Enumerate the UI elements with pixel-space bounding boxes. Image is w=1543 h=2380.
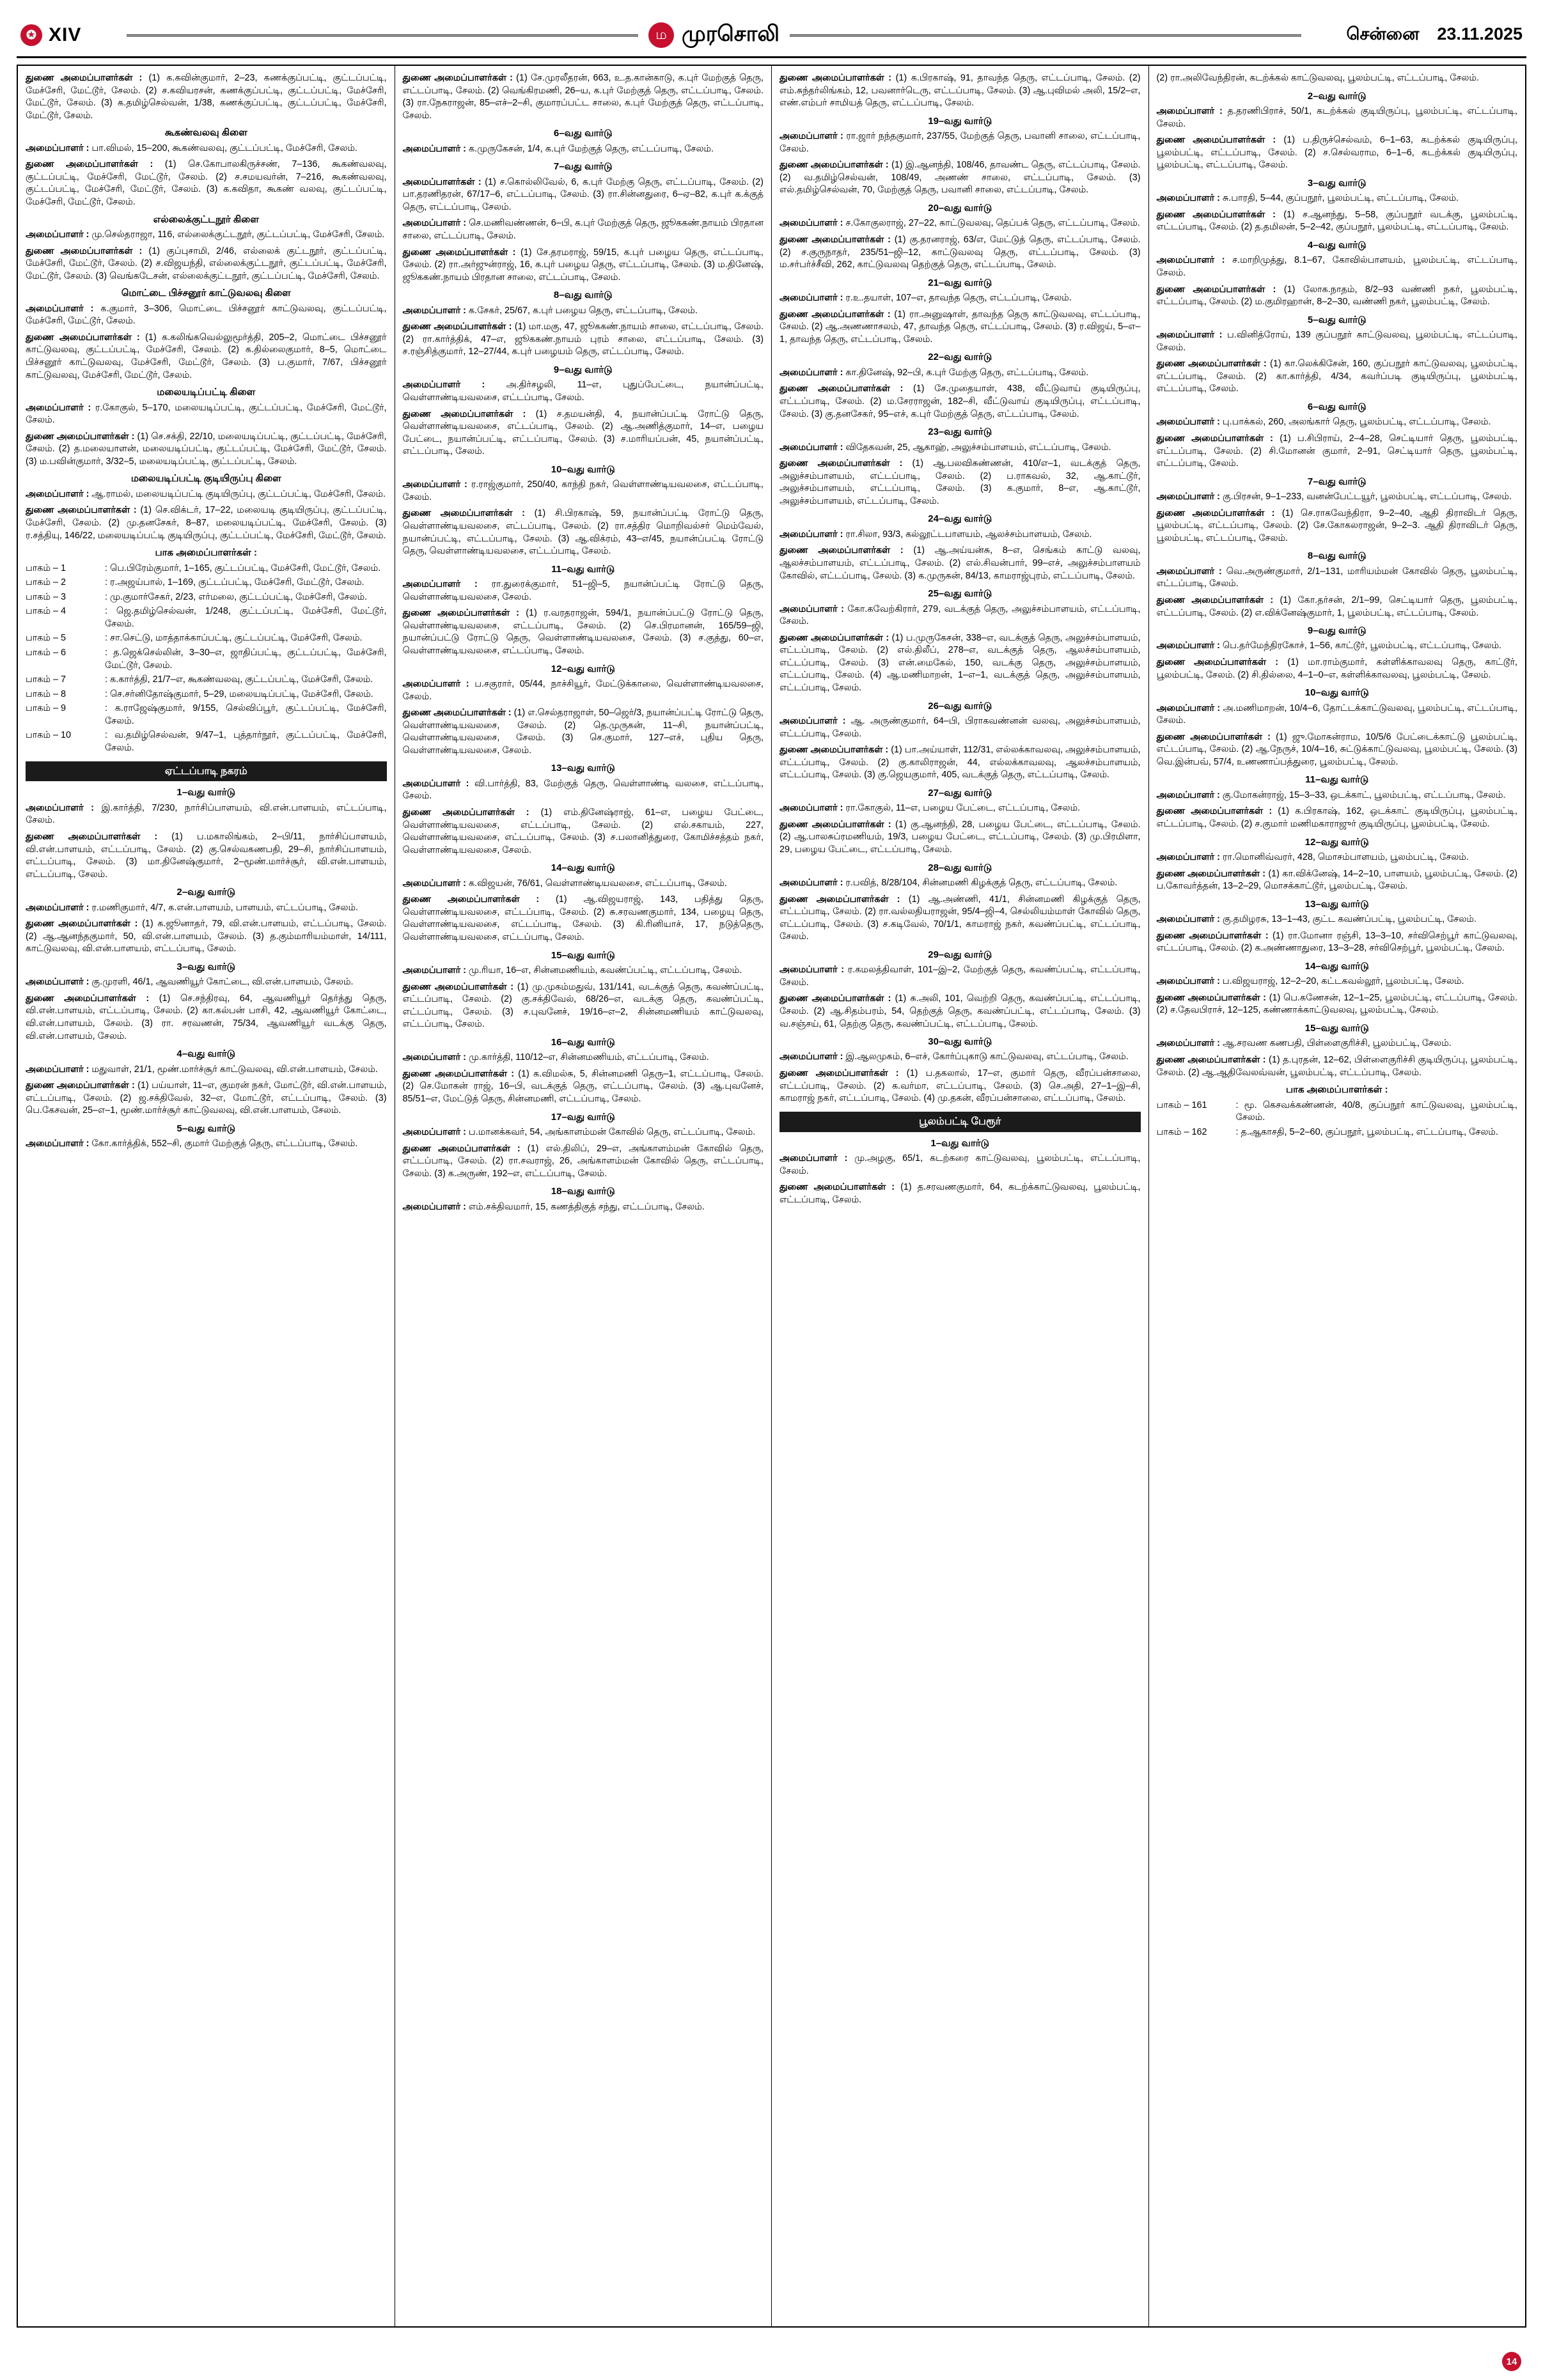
entry: துணை அமைப்பாளர்கள் : (1) ஆ.விஜயராஜ், 143, பதித்து தெரு, வெள்ளாண்டியவலசை, எட்டப்பாடி, சேலம். (2) சு.சரவணகுமார், 134, பழையு தெரு, வெள்ளாண்டியவலசை, எட்டப்பாடி, சேலம். (3) கி.ரினியாச், 17, நடுத்தெரு, வெள்ளாண்டியவலசை, எட்டப்பாடி, சேலம். <box>402 894 764 942</box>
ward-heading: 8–வது வார்டு <box>1307 550 1367 562</box>
part-label: பாகம் – 9 <box>26 703 67 714</box>
entry: துணை அமைப்பாளர்கள் : (1) கு.ஆனந்தி, 28, பழைய பேட்டை, எட்டப்பாடி, சேலம். (2) ஆ.பாலசுப்ரமணியம், 19/3, பழைய பேட்டை, எட்டப்பாடி, சேலம். (3) மு.பிரமிளா, 29, பழைய பேட்டை, எட்டப்பாடி, சேலம். <box>779 819 1141 855</box>
entry: அமைப்பாளர் : ர.கோகுல், 5–170, மலையடிப்பட்டி, குட்டப்பட்டி, மேச்சேரி, மேட்டூர், சேலம். <box>26 402 387 426</box>
part-row <box>26 688 387 701</box>
entry: துணை அமைப்பாளர்கள் : (1) க.கலிங்கவெல்லுமூர்த்தி, 205–2, மொட்டை பிச்சனூர் காட்டுவலவு, குட்டப்பட்டி, மேச்சேரி, சேலம். (2) க.தில்லைகுமார், 8–5, மொட்டை பிச்சனூர் காட்டுவலவு, மேச்சேரி, மேட்டூர், சேலம். (3) ப.குமார், 7/67, பிச்சனூர் காட்டுவலவு, மேச்சேரி, மேட்டூர், சேலம். <box>26 332 387 380</box>
entry: துணை அமைப்பாளர்கள் : (1) எ.செல்தராஜாள், 50–ஜெர்/3, நயான்ப்பட்டி ரோட்டு தெரு, வெள்ளாண்டியவலசை, சேலம். (2) தெ.முருகன், 11–சி, நயான்ப்பட்டி, வெள்ளாண்டியவலசை, சேலம். (3) செ.குமார், 127–எச், புதிய தெரு, வெள்ளாண்டியவலசை, சேலம். <box>402 708 764 756</box>
ward-heading: 15–வது வார்டு <box>1304 1022 1369 1034</box>
entry: அமைப்பாளர் : ப.மானக்கவர், 54, அங்காளம்மன் கோவில் தெரு, எட்டப்பாடி, சேலம். <box>402 1126 756 1137</box>
entry: (2) ரா.அலிவேந்திரன், கடற்க்கல் காட்டுவலவு, பூலம்பட்டி, எட்டப்பாடி, சேலம். <box>1156 73 1479 83</box>
entry: துணை அமைப்பாளர்கள் : (1) சி.பிரகாஷ், 59, நயான்ப்பட்டி ரோட்டு தெரு, வெள்ளாண்டியவலசை, எட்டப்பாடி, சேலம். (2) ரா.சத்திர மொறிவல்சர் மெம்வேல், நயான்ப்பட்டி, எட்டப்பாடி, சேலம். (3) ஆ.விக்ரம், 43–எ/45, நயான்ப்பட்டி ரோட்டு தெரு, வெள்ளாண்டியவலசை, எட்டப்பாடி, சேலம். <box>402 508 764 557</box>
ward-heading: 23–வது வார்டு <box>928 426 992 438</box>
ward-heading: 20–வது வார்டு <box>928 203 992 214</box>
ward-heading: 10–வது வார்டு <box>551 463 615 475</box>
issue-city: சென்னை <box>1346 24 1420 43</box>
entry: துணை அமைப்பாளர்கள் : (1) இ.ஆனந்தி, 108/46, தாவண்ட தெரு, எட்டப்பாடி, சேலம். (2) வ.தமிழ்செல்வன், 108/49, அணண் சாலை, எட்டப்பாடி, சேலம். (3) எல்.தமிழ்செல்வன், 70, மேற்குத் தெரு, பவானி சாலை, எட்டப்பாடி, சேலம். <box>779 160 1141 196</box>
entry: அமைப்பாளர் : ச.கோகுலராஜ், 27–22, காட்டுவலவு, தெப்பக் தெரு, எட்டப்பாடி, சேலம். <box>779 218 1140 229</box>
entry: துணை அமைப்பாளர்கள் : (1) ச.தமயன்தி, 4, நயான்ப்பட்டி ரோட்டு தெரு, வெள்ளாண்டியவலசை, எட்டப்பாடி, சேலம். (2) ஆ.அணித்குமார், 14–எ, பழைய பேட்டை, நயான்ப்பட்டி, எட்டப்பாடி, சேலம். (3) ச.மாரியப்பன், 45, நயான்ப்பட்டி, எட்டப்பாடி, சேலம். <box>402 408 764 457</box>
part-row <box>26 577 387 589</box>
branch-heading: மலையடிப்பட்டி குடியிருப்பு கிளை <box>130 473 281 485</box>
branch-heading: மலையடிப்பட்டி கிளை <box>157 387 256 398</box>
ward-heading: 7–வது வார்டு <box>553 161 613 173</box>
entry: அமைப்பாளர் : க.குமார், 3–306, மொட்டை பிச்சனூர் காட்டுவலவு, குட்டப்பட்டி, மேச்சேரி, மேட்டூர், சேலம். <box>26 303 387 327</box>
entry: துணை அமைப்பாளர்கள் : (1) பய்யாள், 11–எ, குமரன் நகர், மோட்டூர், வி.என்.பாளயம், எட்டப்பாடி, சேலம். (2) ஜ.சக்திவேல், 32–எ, மோட்டூர், எட்டப்பாடி, சேலம். (3) பெ.கேசவன், 25–எ–1, மூண்.மார்ச்சூர் காட்டுவலவு, வி.என்.பாளயம், சேலம். <box>26 1080 387 1116</box>
entry: அமைப்பாளர் : எம்.சக்திவமார், 15, கணத்திகுத் சந்து, எட்டப்பாடி, சேலம். <box>402 1201 705 1212</box>
entry: அமைப்பாளர் : ஆ. அருண்குமார், 64–பி, பிராகவண்னன் வலவு, அலுச்சம்பாளயம், எட்டப்பாடி, சேலம். <box>779 715 1141 739</box>
column-4 <box>1149 66 1526 2326</box>
ward-heading: 8–வது வார்டு <box>553 290 613 301</box>
entry: அமைப்பாளர் : மு.செல்தராஜா, 116, எல்லைக்குட்டநூர், குட்டப்பட்டி, மேச்சேரி, சேலம். <box>26 229 385 240</box>
branch-heading: எல்லைக்குட்டநூர் கிளை <box>153 214 259 225</box>
ward-heading: 2–வது வார்டு <box>176 887 236 898</box>
ward-heading: 3–வது வார்டு <box>1307 177 1367 189</box>
entry: அமைப்பாளர் : ஆ.சரவண கணபதி, பிள்ளைகுரிச்சி, பூலம்பட்டி, சேலம். <box>1156 1038 1452 1049</box>
entry: துணை அமைப்பாளர்கள் : (1) ரா.அனுஷாள், தாவந்த தெரு காட்டுவலவு, எட்டப்பாடி, சேலம். (2) ஆ.அணணாசலம், 47, தாவந்த தெரு, எட்டப்பாடி, சேலம். (3) ர.விஜய், 5–எ–1, தாவந்த தெரு, எட்டப்பாடி, சேலம். <box>779 309 1141 345</box>
entry: துணை அமைப்பாளர்கள் : (1) பா.அய்யாள், 112/31, எல்லக்காவலவு, அலுச்சம்பாளயம், எட்டப்பாடி, சேலம். (2) கு.காலிராஜன், 44, எல்லக்காவலவு, ஆலச்சம்பாளயம், எட்டப்பாடி, சேலம். (3) கு.ஜெயகுமார், 405, வடக்குத் தெரு, எட்டப்பாடி, சேலம். <box>779 745 1141 781</box>
entry: அமைப்பாளர் : கு.மோகன்ராஜ், 15–3–33, ஒடக்காட், பூலம்பட்டி, எட்டப்பாடி, சேலம். <box>1156 789 1506 800</box>
section-banner: பூலம்பட்டி பேரூர் <box>779 1112 1141 1132</box>
entry: அமைப்பாளர் : மு.ரியா, 16–எ, சின்னமணியம், கவண்ப்பட்டி, எட்டப்பாடி, சேலம். <box>402 965 742 976</box>
part-row <box>1157 1100 1518 1124</box>
ward-heading: 18–வது வார்டு <box>551 1186 615 1197</box>
ward-heading: 24–வது வார்டு <box>928 513 992 525</box>
ward-heading: 21–வது வார்டு <box>928 277 992 288</box>
entry: அமைப்பாளர் : ச.மாறிமுத்து, 8.1–67, கோவில்பாளயம், பூலம்பட்டி, எட்டப்பாடி, சேலம். <box>1156 255 1518 278</box>
ward-heading: 4–வது வார்டு <box>1307 239 1367 251</box>
ward-heading: 15–வது வார்டு <box>551 949 615 961</box>
part-value: : ஜெ.தமிழ்செல்வன், 1/248, குட்டப்பட்டி, மேச்சேரி, மேட்டூர், சேலம். <box>105 606 387 629</box>
entry: துணை அமைப்பாளர்கள் : (1) லோக.நாதம், 8/2–93 வண்ணி நகர், பூலம்பட்டி, எட்டப்பாடி, சேலம். (2) ம.குமிரஹான், 8–2–30, வண்ணி நகர், பூலம்பட்டி, சேலம். <box>1156 284 1517 307</box>
ward-heading: 11–வது வார்டு <box>551 563 615 575</box>
issue-info <box>1312 24 1523 47</box>
entry: அமைப்பாளர் : இ.ஆலமுகம், 6–எச், கோர்ப்புகாடு காட்டுவலவு, எட்டப்பாடி, சேலம். <box>779 1052 1129 1062</box>
entry: துணை அமைப்பாளர்கள் : (1) சு.அலி, 101, வெற்றி தெரு, கவண்ப்பட்டி, எட்டப்பாடி, சேலம். (2) ஆ.சிதம்பரம், 54, தெற்குத் தெரு, கவண்ப்பட்டி, எட்டப்பாடி, சேலம். (3) வ.சஞ்சய், 61, தெற்கு தெரு, கவண்ப்பட்டி, எட்டப்பாடி, சேலம். <box>779 993 1141 1029</box>
part-label: பாகம் – 7 <box>26 674 67 685</box>
brand-name: முரசொலி <box>682 21 779 46</box>
entry: அமைப்பாளர் : கா.தினேஷ், 92–பி, க.புர் மேற்கு தெரு, எட்டப்பாடி, சேலம். <box>779 367 1089 378</box>
part-row <box>26 632 387 645</box>
part-list <box>26 563 387 755</box>
part-label: பாகம் – 5 <box>26 633 67 644</box>
entry: துணை அமைப்பாளர்கள் : (1) மா.ராம்குமார், கள்ளிக்காவலவு தெரு, காட்டூர், பூலம்பட்டி, சேலம். (2) சி.தில்லை, 4–1–0–எ, கள்ளிக்காவலவு, பூலம்பட்டி, சேலம். <box>1156 657 1517 680</box>
folio <box>20 24 116 46</box>
entry: துணை அமைப்பாளர்கள் : (1) சே.தரமராஜ், 59/15, க.புர் பழைய தெரு, எட்டப்பாடி, சேலம். (2) ரா.அர்ஜுன்ராஜ், 16, க.புர் பழைய தெரு, எட்டப்பாடி, சேலம். (3) ம.தினேஷ், ஜூககண்.நாயம் பிரதான சாலை, எட்டப்பாடி, சேலம். <box>402 247 764 283</box>
ward-heading: 19–வது வார்டு <box>928 115 992 127</box>
entry: அமைப்பாளர் : அ.மணிமாறன், 10/4–6, தோட்டக்காட்டுவலவு, பூலம்பட்டி, எட்டப்பாடி, சேலம். <box>1156 703 1517 726</box>
part-value: : க.கார்த்தி, 21/7–எ, கூகண்வலவு, குட்டப்பட்டி, மேச்சேரி, சேலம். <box>105 674 373 685</box>
entry: துணை அமைப்பாளர்கள் : (1) ப.சிபிராய், 2–4–28, செட்டியார் தெரு, பூலம்பட்டி, எட்டப்பாடி, சேலம். (2) சி.மோனன் குமார், 2–91, செட்டியார் தெரு, பூலம்பட்டி, எட்டப்பாடி, சேலம். <box>1156 433 1517 469</box>
entry: அமைப்பாளர் : பு.பாக்கல், 260, அலங்கார் தெரு, பூலம்பட்டி, எட்டப்பாடி, சேலம். <box>1156 417 1491 428</box>
entry: துணை அமைப்பாளர்கள் : (1) ப.தகலால், 17–எ, குமார் தெரு, வீரப்பன்சாலை, எட்டப்பாடி, சேலம். (2) க.வர்மா, எட்டப்பாடி, சேலம். (3) செ.அதி, 27–1–இ–சி, காமராஜ் நகர், எட்டப்பாடி, சேலம். (4) மு.தகன், வீரப்பன்சாலை, எட்டப்பாடி, சேலம். <box>779 1068 1141 1104</box>
part-value: : த.ஜெக்செல்லின், 3–30–எ, ஜாதிப்பட்டி, குட்டப்பட்டி, மேச்சேரி, மேட்டூர், சேலம். <box>105 648 387 671</box>
ward-heading: 9–வது வார்டு <box>1307 625 1367 637</box>
entry: துணை அமைப்பாளர்கள் : (1) செ.விக்டர், 17–22, மலையடி குடியிருப்பு, குட்டப்பட்டி, மேச்சேரி, சேலம். (2) மு.தனசேகர், 8–87, மலையடிப்பட்டி, மேச்சேரி, சேலம். (3) ர.சத்தியு, 146/22, மலையடிப்பட்டி குடியிருப்பு, குட்டப்பட்டி, மேச்சேரி, மேட்டூர், சேலம். <box>26 505 387 541</box>
ward-heading: 22–வது வார்டு <box>928 352 992 363</box>
ward-heading: 12–வது வார்டு <box>551 663 615 674</box>
ward-heading: 4–வது வார்டு <box>176 1048 236 1060</box>
entry: அமைப்பாளர் : கு.தமிழரசு, 13–1–43, குட்ட கவண்ப்பட்டி, பூலம்பட்டி, சேலம். <box>1156 914 1476 925</box>
entry: அமைப்பாளர் : கோ.கார்த்திக், 552–சி, குமார் மேற்குத் தெரு, எட்டப்பாடி, சேலம். <box>26 1139 358 1149</box>
ward-heading: 11–வது வார்டு <box>1305 774 1369 786</box>
part-row <box>26 563 387 575</box>
part-value: : செ.சர்னிதோஷ்குமார், 5–29, மலையடிப்பட்டி, மேச்சேரி, சேலம். <box>105 688 373 699</box>
ward-heading: 26–வது வார்டு <box>928 700 992 712</box>
entry: துணை அமைப்பாளர்கள் : (1) ச.ஆனந்து, 5–58, குப்பநூர் வடக்கு, பூலம்பட்டி, எட்டப்பாடி, சேலம். (2) த.தமிலன், 5–2–42, குப்பநூர், பூலம்பட்டி, எட்டப்பாடி, சேலம். <box>1156 209 1517 233</box>
column-3 <box>772 66 1149 2326</box>
ward-heading: 12–வது வார்டு <box>1304 836 1369 848</box>
part-officers-heading: பாக அமைப்பாளர்கள் : <box>1285 1084 1388 1096</box>
ward-heading: 7–வது வார்டு <box>1307 476 1367 487</box>
entry: துணை அமைப்பாளர்கள் : (1) க.பிரகாஷ், 91, தாவந்த தெரு, எட்டப்பாடி, சேலம். (2) எம்.சுந்தர்லிங்கம், 12, பவனார்டெரு, எட்டப்பாடி, சேலம். (3) ஆ.புவிமல் அலி, 15/2–எ, எண்.எம்பர் சாமியத் தெரு, எட்டப்பாடி, சேலம். <box>779 73 1141 109</box>
part-row <box>26 605 387 630</box>
entry: அமைப்பாளர் : ஆ.ராமல், மலையடிப்பட்டி குடியிருப்பு, குட்டப்பட்டி, மேச்சேரி, சேலம். <box>26 488 386 499</box>
entry: துணை அமைப்பாளர்கள் : (1) ப.முருகேசன், 338–எ, வடக்குத் தெரு, அலுச்சம்பாளயம், எட்டப்பாடி, சேலம். (2) எல்.திலீப், 278–எ, வடக்குத் தெரு, ஆலச்சம்பாளயம், எட்டப்பாடி, சேலம். (3) என்.மைகேல், 150, வடக்கு தெரு, அலுச்சம்பாளயம், எட்டப்பாடி, சேலம். (4) ஆ.மணிமாறன், 1–எ–1, வடக்குத் தெரு, அலுச்சம்பாளயம், எட்டப்பாடி, சேலம். <box>779 632 1141 693</box>
ward-heading: 14–வது வார்டு <box>1304 960 1369 972</box>
entry: அமைப்பாளர் : கோ.கவேற்கிரார், 279, வடக்குத் தெரு, அலுச்சம்பாளயம், எட்டப்பாடி, சேலம். <box>779 603 1141 627</box>
ward-heading: 13–வது வார்டு <box>1304 898 1369 910</box>
ward-heading: 30–வது வார்டு <box>928 1036 992 1048</box>
entry: துணை அமைப்பாளர்கள் : (1) க.கவின்குமார், 2–23, கணக்குப்பட்டி, குட்டப்பட்டி, மேச்சேரி, மேட்டூர், சேலம். (2) ச.கவியரசன், கணக்குப்பட்டி, குட்டப்பட்டி, மேச்சேரி, மேட்டூர், சேலம். (3) க.தமிழ்செல்வன், 1/38, கணக்குப்பட்டி, குட்டப்பட்டி, மேச்சேரி, மேட்டூர், சேலம். <box>26 73 387 121</box>
ward-heading: 29–வது வார்டு <box>928 949 992 960</box>
entry: அமைப்பாளர் : மு.கார்த்தி, 110/12–எ, சின்னமணியம், எட்டப்பாடி, சேலம். <box>402 1052 709 1063</box>
ward-heading: 9–வது வார்டு <box>553 364 613 375</box>
part-value: : சா.செட்டு, மாத்தாக்காப்பட்டி, குட்டப்பட்டி, மேச்சேரி, சேலம். <box>105 633 363 644</box>
ward-heading: 6–வது வார்டு <box>1307 401 1367 412</box>
column-2 <box>395 66 772 2326</box>
entry: அமைப்பாளர் : ர.மணிகுமார், 4/7, க.என்.பாளயம், பாளயம், எட்டப்பாடி, சேலம். <box>26 902 359 913</box>
entry: துணை அமைப்பாளர்கள் : (1) மா.மகு, 47, ஜூககண்.நாயம் சாலை, எட்டப்பாடி, சேலம். (2) ரா.கார்த்திக், 47–எ, ஜூககண்.நாயம் புரம் சாலை, எட்டப்பாடி, சேலம். (3) ச.ரஞ்சித்குமார், 12–27/44, க.புர் பழையம் தெரு, எட்டப்பாடி, சேலம். <box>402 322 764 357</box>
entry: துணை அமைப்பாளர்கள் : (1) ஆ.பலவிசுண்ணன், 410/எ–1, வடக்குத் தெரு, அலுச்சம்பாளயம், எட்டப்பாடி, சேலம். (2) ப.ராகவல், 32, ஆ.காட்டூர், அலுச்சம்பாளயம், எட்டப்பாடி, சேலம். (3) க.குமார், 8–எ, ஆ.காட்டூர், அலுச்சம்பாளயம், எட்டப்பாடி, சேலம். <box>779 458 1141 506</box>
part-value: : ர.அஜய்பால், 1–169, குட்டப்பட்டி, மேச்சேரி, மேட்டூர், சேலம். <box>105 577 364 588</box>
branch-heading: மொட்டை பிச்சனூர் காட்டுவலவு கிளை <box>121 288 291 299</box>
ward-heading: 1–வது வார்டு <box>930 1137 990 1149</box>
entry: அமைப்பாளர் : இ.கார்த்தி, 7/230, நார்சிப்பாளயம், வி.என்.பாளயம், எட்டப்பாடி, சேலம். <box>26 802 387 826</box>
entry: அமைப்பாளர் : த.தரணிபிராச், 50/1, கடற்க்கல் குடியிருப்பு, பூலம்பட்டி, எட்டப்பாடி, சேலம். <box>1156 105 1517 129</box>
entry: துணை அமைப்பாளர்கள் : (1) ஆ.அய்யன்சு, 8–எ, செங்கம் காட்டு வலவு, ஆலச்சம்பாளயம், எட்டப்பாடி, சேலம். (2) எல்.சிவன்பார், 99–எச், அலுச்சம்பாளயம் கோவில், எட்டப்பாடி, சேலம். (3) க.முருகன், 84/13, காமராஜ்புரம், எட்டப்பாடி, சேலம். <box>779 545 1141 581</box>
part-officers-heading: பாக அமைப்பாளர்கள் : <box>155 547 258 559</box>
ward-heading: 28–வது வார்டு <box>928 862 992 873</box>
ward-heading: 3–வது வார்டு <box>176 961 236 972</box>
part-row <box>26 729 387 754</box>
columns-container <box>17 65 1526 2328</box>
part-label: பாகம் – 162 <box>1156 1126 1207 1137</box>
entry: அமைப்பாளர் : பெ.தர்மேந்திரகோச், 1–56, காட்டூர், பூலம்பட்டி, எட்டப்பாடி, சேலம். <box>1156 641 1502 651</box>
brand <box>648 22 779 49</box>
entry: அமைப்பாளர் : ரா.துரைக்குமார், 51–ஜி–5, நயான்ப்பட்டி ரோட்டு தெரு, வெள்ளாண்டியவலசை, சேலம். <box>402 579 764 602</box>
entry: துணை அமைப்பாளர்கள் : (1) சே.முரலீதரன், 663, உ.த.கான்காடு, க.புர் மேற்குத் தெரு, எட்டப்பாடி, சேலம். (2) வெங்கிரமணி, 26–ய, க.புர் மேற்குத் தெரு, எட்டப்பாடி, சேலம். (3) ரா.நேகராஜன், 85–எச்–2–சி, குமாரப்பட்ட சாலை, க.புர் மேற்குத் தெரு, எட்டப்பாடி, சேலம். <box>402 73 764 121</box>
part-label: பாகம் – 8 <box>26 688 67 699</box>
entry: அமைப்பாளர் : ர.பவித், 8/28/104, சின்னமணி கிழக்குத் தெரு, எட்டப்பாடி, சேலம். <box>779 877 1118 888</box>
part-label: பாகம் – 161 <box>1156 1100 1207 1110</box>
entry: துணை அமைப்பாளர்கள் : (1) ஜு.மோகன்ராம, 10/5/6 பேட்டைக்காட்டு பூலம்பட்டி, எட்டப்பாடி, சேலம். (2) ஆ.நேருச், 10/4–16, சுட்டுக்காட்டுவலவு, பூலம்பட்டி, சேலம். (3) வெ.இன்பவ், 57/4, உணணாப்பத்துரை, பூலம்பட்டி, சேலம். <box>1156 731 1517 767</box>
entry: துணை அமைப்பாளர்கள் : (1) த.சரவணகுமார், 64, கடற்க்காட்டுவலவு, பூலம்பட்டி, எட்டப்பாடி, சேலம். <box>779 1182 1141 1205</box>
entry: துணை அமைப்பாளர்கள் : (1) செ.கோபாலகிருச்சண், 7–136, கூகண்வலவு, குட்டப்பட்டி, மேச்சேரி, மேட்டூர், சேலம். (2) ச.சமயவர்ன், 7–216, கூகண்வலவு, குட்டப்பட்டி, மேச்சேரி, மேட்டூர், சேலம். (3) க.கவிதா, கூகண் வலவு, குட்டப்பட்டி, மேச்சேரி, மேட்டூர், சேலம். <box>26 159 387 208</box>
entry: அமைப்பாளர் : வி.பார்த்தி, 83, மேற்குத் தெரு, வெள்ளாண்டி வலசை, எட்டப்பாடி, சேலம். <box>402 778 764 802</box>
entry: அமைப்பாளர் : க.முருகேசன், 1/4, க.புர் மேற்குத் தெரு, எட்டப்பாடி, சேலம். <box>402 143 714 154</box>
part-row <box>26 647 387 672</box>
entry: துணை அமைப்பாளர்கள் : (1) க.ஜூனாதர், 79, வி.என்.பாளயம், எட்டப்பாடி, சேலம். (2) ஆ.ஆனந்தகுமார், 50, வி.என்.பாளயம், சேலம். (3) த.கும்மாரியம்மாள், 14/111, காட்டுவலவு, வி.என்.பாளயம், எட்டப்பாடி, சேலம். <box>26 919 387 954</box>
part-value: : வ.தமிழ்செல்வன், 9/47–1, புத்தார்நூர், குட்டப்பட்டி, மேச்சேரி, சேலம். <box>105 730 387 754</box>
column-1 <box>18 66 395 2326</box>
part-label: பாகம் – 10 <box>26 730 72 741</box>
entry: துணை அமைப்பாளர்கள் : (1) க.பிரகாஷ், 162, ஒடக்காட் குடியிருப்பு, பூலம்பட்டி, எட்டப்பாடி, சேலம். (2) ச.குமார் மணிமகாராஜுர் குடியிருப்பு, பூலம்பட்டி, சேலம். <box>1156 806 1517 830</box>
entry: அமைப்பாளர் : விதேகவன், 25, ஆகாஹ், அலுச்சம்பாளயம், எட்டப்பாடி, சேலம். <box>779 442 1111 453</box>
entry: துணை அமைப்பாளர்கள் : (1) எல்.திலிப், 29–எ, அங்காளம்மன் கோவில் தெரு, எட்டப்பாடி, சேலம். (2) ரா.சவராஜ், 26, அங்காளம்மன் கோவில் தெரு, எட்டப்பாடி, சேலம். (3) க.அருண், 192–எ, எட்டப்பாடி, சேலம். <box>402 1143 764 1179</box>
entry: அமைப்பாளர் : மு.அழகு, 65/1, கடற்கரை காட்டுவலவு, பூலம்பட்டி, எட்டப்பாடி, சேலம். <box>779 1153 1141 1176</box>
entry: துணை அமைப்பாளர்கள் : (1) கா.லெக்கிசேன், 160, குப்பநூர் காட்டுவலவு, பூலம்பட்டி, எட்டப்பாடி, சேலம். (2) கா.கார்த்தி, 4/34, கவர்ப்படி குடியிருப்பு, பூலம்பட்டி, எட்டப்பாடி, சேலம். <box>1156 359 1517 394</box>
entry: அமைப்பாளர் : ரா.கோகுல், 11–எ, பழைய பேட்டை, எட்டப்பாடி, சேலம். <box>779 803 1081 814</box>
part-value: : மு.குமார்சேகர், 2/23, எர்மலை, குட்டப்பட்டி, மேச்சேரி, சேலம். <box>105 591 368 602</box>
ward-heading: 6–வது வார்டு <box>553 128 613 139</box>
entry: துணை அமைப்பாளர்கள் : (1) எம்.தினேஷ்ராஜ், 61–எ, பழைய பேட்டை, வெள்ளாண்டியவலசை, எட்டப்பாடி, சேலம். (2) எல்.சகாயம், 227, வெள்ளாண்டியவலசை, எட்டப்பாடி, சேலம். (3) ச.பலானித்துரை, கோமிச்சத்தம் நகர், வெள்ளாண்டியவலசை, சேலம். <box>402 807 764 855</box>
entry: துணை அமைப்பாளர்கள் : (1) ப.மகாலிங்கம், 2–பி/11, நார்சிப்பாளயம், வி.என்.பாளயம், எட்டப்பாடி, சேலம். (2) கு.செல்வகணபதி, 29–சி, நார்சிப்பாளயம், எட்டப்பாடி, சேலம். (3) மா.தினேஷ்குமார், 2–மூண்.மார்ச்சூர், வி.என்.பாளயம், எட்டப்பாடி, சேலம். <box>26 831 387 880</box>
entry: அமைப்பாளர்கள் : (1) ச.கொல்லிவேல், 6, க.புர் மேற்கு தெரு, எட்டப்பாடி, சேலம். (2) பா.தரணிதரன், 67/17–6, எட்டப்பாடி, சேலம். (3) ரா.சின்னதுரை, 6–ஏ–82, க.புர் க.க்குத் தெரு, எட்டப்பாடி, சேலம். <box>402 176 764 212</box>
entry: துணை அமைப்பாளர்கள் : (1) சே.முதையாள், 438, வீட்டுவாய் குடியிருப்பு, எட்டப்பாடி, சேலம். (2) ம.சேரராஜன், 182–சி, வீட்டுவாய் குடியிருப்பு, எட்டப்பாடி, சேலம். (3) கு.தனசேகர், 95–எச், க.புர் மேற்குத் தெரு, எட்டப்பாடி, சேலம். <box>779 384 1141 419</box>
entry: அமைப்பாளர் : அ.திர்சழலி, 11–எ, புதுப்பேட்டை, நயான்ப்பட்டி, வெள்ளாண்டியவலசை, எட்டப்பாடி, சேலம். <box>402 380 764 403</box>
masthead-rule-left <box>127 35 638 36</box>
part-value: : மூ. கெசவக்கண்ணன், 40/8, குப்பநூர் காட்டுவலவு, பூலம்பட்டி, சேலம். <box>1235 1100 1517 1123</box>
entry: துணை அமைப்பாளர்கள் : (1) க.விமல்சு, 5, சின்னமணி தெரு–1, எட்டப்பாடி, சேலம். (2) செ.மோகன் ராஜ், 16–பி, வடக்குத் தெரு, எட்டப்பாடி, சேலம். (3) ஆ.புவனேச், 85/51–எ, மேட்டுத் தெரு, சின்னமணி, எட்டப்பாடி, சேலம். <box>402 1068 764 1104</box>
entry: அமைப்பாளர் : ப.வினித்ரோய், 139 குப்பநூர் காட்டுவலவு, பூலம்பட்டி, எட்டப்பாடி, சேலம். <box>1156 330 1517 353</box>
entry: அமைப்பாளர் : ர.உ.தயாள், 107–எ, தாவந்த தெரு, எட்டப்பாடி, சேலம். <box>779 293 1072 304</box>
ward-heading: 14–வது வார்டு <box>551 862 615 874</box>
ward-heading: 17–வது வார்டு <box>551 1111 615 1123</box>
part-label: பாகம் – 1 <box>26 563 67 573</box>
ward-heading: 5–வது வார்டு <box>1307 314 1367 325</box>
ward-heading: 16–வது வார்டு <box>551 1036 615 1048</box>
part-label: பாகம் – 2 <box>26 577 67 588</box>
entry: அமைப்பாளர் : ப.விஜயராஜ், 12–2–20, கட்டகவல்லூர், பூலம்பட்டி, சேலம். <box>1156 976 1464 987</box>
entry: துணை அமைப்பாளர்கள் : (1) பெ.கணேசன், 12–1–25, பூலம்பட்டி, எட்டப்பாடி, சேலம். (2) ச.தேவபிராச், 12–125, கண்ணாக்காட்டுவலவு, பூலம்பட்டி, சேலம். <box>1156 992 1517 1016</box>
ward-heading: 2–வது வார்டு <box>1307 90 1367 102</box>
part-value: : பெ.பிரேம்குமார், 1–165, குட்டப்பட்டி, மேச்சேரி, மேட்டூர், சேலம். <box>105 563 381 573</box>
entry: துணை அமைப்பாளர்கள் : (1) மு.முகம்மதுவ், 131/141, வடக்குத் தெரு, கவண்ப்பட்டி, எட்டப்பாடி, சேலம். (2) கு.சக்திவேல், 68/26–எ, வடக்கு தெரு, கவண்ப்பட்டி, எட்டப்பாடி, சேலம். (3) ச.புவனேச், 19/16–எ–2, சின்னமணியம் காட்டுவலவு, எட்டப்பாடி, சேலம். <box>402 981 764 1030</box>
entry: அமைப்பாளர் : சு.பாரதி, 5–44, குப்பநூர், பூலம்பட்டி, எட்டப்பாடி, சேலம். <box>1156 193 1459 204</box>
part-label: பாகம் – 4 <box>26 606 67 617</box>
entry: அமைப்பாளர் : க.சேகர், 25/67, க.புர் பழைய தெரு, எட்டப்பாடி, சேலம். <box>402 305 698 316</box>
entry: அமைப்பாளர் : பா.விமல், 15–200, கூகண்வலவு, குட்டப்பட்டி, மேச்சேரி, சேலம். <box>26 143 357 153</box>
part-list <box>1157 1100 1518 1139</box>
part-label: பாகம் – 3 <box>26 591 67 602</box>
issue-date: 23.11.2025 <box>1437 24 1523 43</box>
entry: துணை அமைப்பாளர்கள் : (1) குப்புசாமி, 2/46, எல்லைக் குட்டநூர், குட்டப்பட்டி, மேச்சேரி, மேட்டூர், சேலம். (2) ச.விஜயந்தி, எல்லைக்குட்டநூர், குட்டப்பட்டி, மேச்சேரி, மேட்டூர், சேலம். (3) வெங்கடேசன், எல்லைக்குட்டநூர், குட்டப்பட்டி, மேச்சேரி, சேலம். <box>26 245 387 281</box>
entry: அமைப்பாளர் : கு.பிரசன், 9–1–233, வனன்பேட்டயூர், பூலம்பட்டி, எட்டப்பாடி, சேலம். <box>1156 492 1512 502</box>
entry: அமைப்பாளர் : ரா.ஜார் நந்தகுமார், 237/55, மேற்குத் தெரு, பவானி சாலை, எட்டப்பாடி, சேலம். <box>779 131 1141 154</box>
ward-heading: 5–வது வார்டு <box>176 1123 236 1134</box>
entry: அமைப்பாளர் : மதுவாள், 21/1, மூண்.மார்ச்சூர் காட்டுவலவு, வி.என்.பாளயம், சேலம். <box>26 1064 378 1075</box>
folio-number: XIV <box>49 24 82 45</box>
entry: துணை அமைப்பாளர்கள் : (1) கோ.தர்சன், 2/1–99, செட்டியார் தெரு, பூலம்பட்டி, எட்டப்பாடி, சேலம். (2) எ.விக்னேஷ்குமார், 1, பூலம்பட்டி, எட்டப்பாடி, சேலம். <box>1156 595 1517 618</box>
entry: துணை அமைப்பாளர்கள் : (1) த.புரதன், 12–62, பிள்ளைகுரிச்சி குடியிருப்பு, பூலம்பட்டி, சேலம். (2) ஆ.ஆதிவேலவ்வன், பூலம்பட்டி, எட்டப்பாடி, சேலம். <box>1156 1054 1517 1078</box>
part-row <box>26 674 387 687</box>
part-row <box>26 703 387 727</box>
masthead <box>17 14 1526 58</box>
entry: துணை அமைப்பாளர்கள் : (1) கு.தரனராஜ், 63/எ, மேட்டுத் தெரு, எட்டப்பாடி, சேலம். (2) ச.குருநாதர், 235/51–ஜி–12, காட்டுவலவு தெரு, எட்டப்பாடி, சேலம். (3) ம.சர்பர்ச்சீவி, 262, காட்டுவலவு தெற்குத் தெரு, எட்டப்பாடி, சேலம். <box>779 234 1141 270</box>
part-value: : த.ஆகாசதி, 5–2–60, குப்பநூர், பூலம்பட்டி, எட்டப்பாடி, சேலம். <box>1235 1126 1498 1137</box>
entry: அமைப்பாளர் : ப.சகுரார், 05/44, நாச்சியூர், மேட்டுக்காலை, வெள்ளாண்டியவலசை, சேலம். <box>402 678 764 702</box>
entry: துணை அமைப்பாளர்கள் : (1) ரா.மோனா ரஞ்சி, 13–3–10, சர்விசெற்பூர் காட்டுவலவு, எட்டப்பாடி, சேலம். (2) க.அண்ணாதுரை, 13–3–28, சர்விசெற்பூர், பூலம்பட்டி, சேலம். <box>1156 930 1517 954</box>
entry: அமைப்பாளர் : க.விஜயன், 76/61, வெள்ளாண்டியவலசை, எட்டப்பாடி, சேலம். <box>402 878 727 889</box>
entry: துணை அமைப்பாளர்கள் : (1) செ.ராகவேந்திரா, 9–2–40, ஆதி திராவிடர் தெரு, பூலம்பட்டி, எட்டப்பாடி, சேலம். (2) சே.கோகலராஜன், 9–2–3. ஆதி திராவிடர் தெரு, பூலம்பட்டி, எட்டப்பாடி, சேலம். <box>1156 508 1517 543</box>
entry: அமைப்பாளர் : வெ.அருண்குமார், 2/1–131, மாரியம்மன் கோவில் தெரு, பூலம்பட்டி, எட்டப்பாடி, சேலம். <box>1156 566 1518 589</box>
ward-heading: 27–வது வார்டு <box>928 787 992 798</box>
masthead-rule-right <box>790 35 1301 36</box>
section-banner: ஏட்டப்பாடி நகரம் <box>26 761 387 782</box>
entry: துணை அமைப்பாளர்கள் : (1) கா.விக்னேஷ், 14–2–10, பாளயம், பூலம்பட்டி, சேலம். (2) ப.கோவர்த்தன், 13–2–29, மொசக்காட்டூர், பூலம்பட்டி, சேலம். <box>1156 868 1517 892</box>
entry: அமைப்பாளர் : ரா.சிலா, 93/3, கல்லூட்டபாளயம், ஆலச்சம்பாளயம், சேலம். <box>779 529 1092 540</box>
entry: துணை அமைப்பாளர்கள் : (1) ப.திருச்செல்வம், 6–1–63, கடற்க்கல் குடியிருப்பு, பூலம்பட்டி, எட்டப்பாடி, சேலம். (2) ச.செல்வராம, 6–1–6, கடற்க்கல் குடியிருப்பு, பூலம்பட்டி, எட்டப்பாடி, சேலம். <box>1156 135 1517 171</box>
entry: அமைப்பாளர் : ரா.மொனிவ்வரர், 428, மொசம்பாளயம், பூலம்பட்டி, சேலம். <box>1156 852 1469 862</box>
entry: அமைப்பாளர் : செ.மணிவண்ணன், 6–பி, க.புர் மேற்குத் தெரு, ஜூககண்.நாயம் பிரதான சாலை, எட்டப்பாடி, சேலம். <box>402 218 764 241</box>
page-number: 14 <box>1502 2352 1521 2371</box>
ward-heading: 25–வது வார்டு <box>928 588 992 600</box>
entry: அமைப்பாளர் : ர.கமலத்திவாள், 101–இ–2, மேற்குத் தெரு, கவண்ப்பட்டி, எட்டப்பாடி, சேலம். <box>779 965 1141 988</box>
part-label: பாகம் – 6 <box>26 648 67 658</box>
part-value: : க.ராஜேஷ்குமார், 9/155, செல்விப்பூர், குட்டப்பட்டி, மேச்சேரி, சேலம். <box>105 703 387 726</box>
entry: துணை அமைப்பாளர்கள் : (1) ர.வரதராஜன், 594/1, நயான்ப்பட்டு ரோட்டு தெரு, வெள்ளாண்டியவலசை, எட்டப்பாடி, சேலம். (2) செ.பிரமானன், 165/59–ஜி, நயான்ப்பட்டு ரோட்டு தெரு, வெள்ளாண்டியவலசை, சேலம். (3) ச.குத்து, 60–எ, வெள்ளாண்டியவலசை, எட்டப்பாடி, சேலம். <box>402 608 764 656</box>
part-row <box>1157 1126 1518 1139</box>
entry: துணை அமைப்பாளர்கள் : (1) செ.சந்திரவு, 64, ஆவணியூர் தெர்த்து தெரு, வி.என்.பாளயம், எட்டப்பாடி, சேலம். (2) கா.கல்பன் பாசி, 42, ஆவணியூர் கோட்டை, வி.என்.பாளயம், சேலம். (3) ரா. சரவணன், 75/34, ஆவணியூர் வடக்கு தெரு, வி.என்.பாளயம், சேலம். <box>26 993 387 1041</box>
branch-heading: கூகண்வலவு கிளை <box>164 127 247 139</box>
entry: துணை அமைப்பாளர்கள் : (1) செ.சக்தி, 22/10, மலையடிப்பட்டி, குட்டப்பட்டி, மேச்சேரி, சேலம். (2) த.மலையாளன், மலையடிப்பட்டி, குட்டப்பட்டி, மேச்சேரி, மேட்டூர், சேலம். (3) ம.பவின்குமார், 3/32–5, மலையடிப்பட்டி, குட்டப்பட்டி, சேலம். <box>26 431 387 467</box>
part-row <box>26 591 387 604</box>
star-icon: ✪ <box>20 24 42 46</box>
entry: அமைப்பாளர் : கு.முரளி, 46/1, ஆவணியூர் கோட்டை, வி.என்.பாளயம், சேலம். <box>26 977 354 988</box>
ward-heading: 13–வது வார்டு <box>551 763 615 774</box>
brand-logo-icon: ம <box>648 22 674 48</box>
entry: அமைப்பாளர் : ர.ராஜ்குமார், 250/40, காந்தி நகர், வெள்ளாண்டியவலசை, எட்டப்பாடி, சேலம். <box>402 479 764 502</box>
ward-heading: 10–வது வார்டு <box>1304 687 1369 699</box>
ward-heading: 1–வது வார்டு <box>176 787 236 798</box>
entry: துணை அமைப்பாளர்கள் : (1) ஆ.அண்ணி, 41/1, சின்னமணி கிழக்குத் தெரு, எட்டப்பாடி, சேலம். (2) ரா.வல்லதியராஜன், 95/4–ஜி–4, செல்லியம்மாள் கோவில் தெரு, எட்டப்பாடி, சேலம். (3) ச.கடிவேல், 70/1/1, காமராஜ் நகர், கவண்ப்பட்டி, எட்டப்பாடி, சேலம். <box>779 894 1141 942</box>
